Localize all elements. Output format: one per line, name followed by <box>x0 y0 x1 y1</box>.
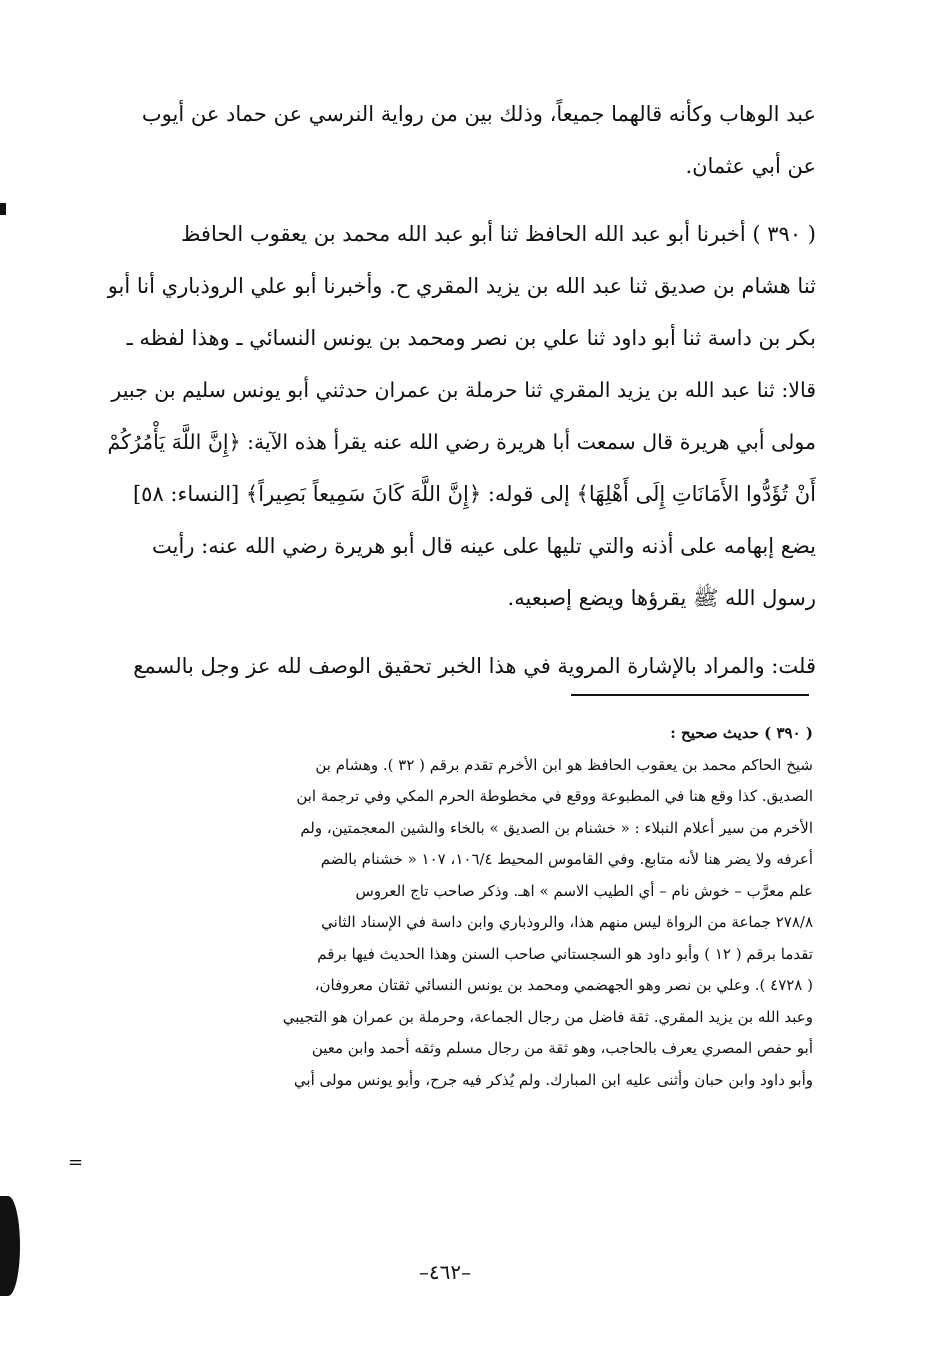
footnote-line: ( ٤٧٢٨ ). وعلي بن نصر وهو الجهضمي ومحمد بن يونس النسائي ثقتان معروفان، <box>314 976 813 994</box>
footnote-continuation-mark: = <box>68 1152 84 1173</box>
footnote-separator <box>571 694 809 696</box>
footnote-line: الأخرم من سير أعلام النبلاء : « خشنام بن الصديق » بالخاء والشين المعجمتين، ولم <box>300 818 813 837</box>
paragraph-continuation <box>100 88 816 192</box>
footnote-line: وعبد الله بن يزيد المقري. ثقة فاضل من رجال الجماعة، وحرملة بن عمران هو التجيبي <box>282 1007 813 1026</box>
text-line: قلت: والمراد بالإشارة المروية في هذا الخبر تحقيق الوصف لله عز وجل بالسمع <box>133 654 816 678</box>
footnote-line: وأبو داود وابن حبان وأثنى عليه ابن المبارك. ولم يُذكر فيه جرح، وأبو يونس مولى أبي <box>293 1070 813 1089</box>
text-line: بكر بن داسة ثنا أبو داود ثنا علي بن نصر ومحمد بن يونس النسائي ـ وهذا لفظه ـ <box>126 326 816 350</box>
footnote-line: ٢٧٨/٨ جماعة من الرواة ليس منهم هذا، والروذباري وابن داسة في الإسناد الثاني <box>321 913 813 931</box>
footnote-line: تقدما برقم ( ١٢ ) وأبو داود هو السجستاني صاحب السنن وهذا الحديث فيها برقم <box>317 944 813 963</box>
footnote-line: الصديق. كذا وقع هنا في المطبوعة ووقع في مخطوطة الحرم المكي وفي ترجمة ابن <box>296 787 813 805</box>
text-line: يضع إبهامه على أذنه والتي تليها على عينه قال أبو هريرة رضي الله عنه: رأيت <box>152 534 816 558</box>
text-line: عبد الوهاب وكأنه قالهما جميعاً، وذلك بين من رواية النرسي عن حماد عن أيوب <box>141 102 816 126</box>
hadith-390-paragraph <box>100 208 816 624</box>
text-line: رسول الله ﷺ يقرؤها ويضع إصبعيه. <box>507 586 816 610</box>
footnote-line: أعرفه ولا يضر هنا لأنه متابع. وفي القاموس المحيط ١٠٦/٤، ١٠٧ « خشنام بالضم <box>320 850 813 868</box>
text-line: ثنا هشام بن صديق ثنا عبد الله بن يزيد المقري ح. وأخبرنا أبو علي الروذباري أنا أبو <box>107 274 816 298</box>
footnote-heading: ( ٣٩٠ ) حديث صحيح : <box>670 724 813 742</box>
page-number: –٤٦٢– <box>418 1260 472 1284</box>
footnote-line: أبو حفص المصري يعرف بالحاجب، وهو ثقة من رجال مسلم وثقه أحمد وابن معين <box>311 1039 813 1057</box>
footnote <box>96 718 813 1096</box>
scan-edge-shadow <box>0 1196 20 1296</box>
commentary-paragraph <box>100 640 816 692</box>
scan-edge-mark <box>0 203 6 215</box>
text-line: ( ٣٩٠ ) أخبرنا أبو عبد الله الحافظ ثنا أبو عبد الله محمد بن يعقوب الحافظ <box>181 222 816 246</box>
text-line: مولى أبي هريرة قال سمعت أبا هريرة رضي الله عنه يقرأ هذه الآية: ﴿إِنَّ اللَّهَ يَأْمُرُكُمْ <box>107 430 816 454</box>
text-line: قالا: ثنا عبد الله بن يزيد المقري ثنا حرملة بن عمران حدثني أبو يونس سليم بن جبير <box>111 378 816 402</box>
footnote-line: علم معرَّب – خوش نام – أي الطيب الاسم » اهـ. وذكر صاحب تاج العروس <box>355 881 813 900</box>
main-text <box>100 88 816 692</box>
footnote-line: شيخ الحاكم محمد بن يعقوب الحافظ هو ابن الأخرم تقدم برقم ( ٣٢ ). وهشام بن <box>315 755 813 774</box>
text-line: أَنْ تُؤَدُّوا الأَمَانَاتِ إِلَى أَهْلِهَا﴾ إلى قوله: ﴿إِنَّ اللَّهَ كَانَ سَمِيعاً بَصِيراً﴾ [النساء: ٥٨] <box>132 482 816 506</box>
text-line: عن أبي عثمان. <box>685 154 816 178</box>
